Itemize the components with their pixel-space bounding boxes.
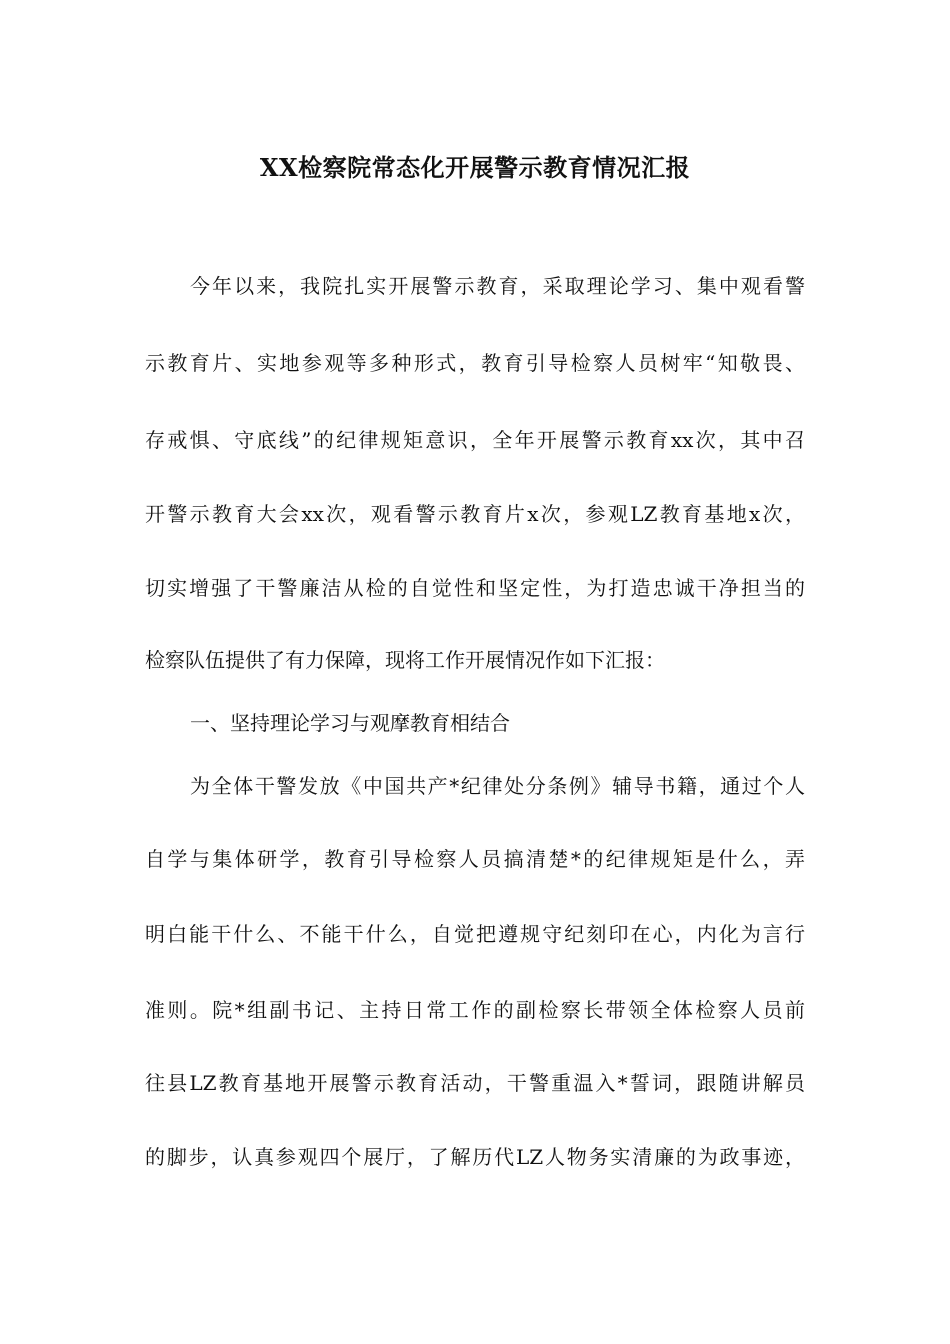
paragraph-2-line-5: 往县LZ教育基地开展警示教育活动，干警重温入*誓词，跟随讲解员 — [145, 1071, 805, 1095]
paragraph-2-line-3: 明白能干什么、不能干什么，自觉把遵规守纪刻印在心，内化为言行 — [145, 922, 805, 946]
paragraph-1-line-6: 检察队伍提供了有力保障，现将工作开展情况作如下汇报： — [145, 648, 665, 672]
paragraph-2-line-2: 自学与集体研学，教育引导检察人员搞清楚*的纪律规矩是什么，弄 — [145, 847, 805, 871]
paragraph-1-line-5: 切实增强了干警廉洁从检的自觉性和坚定性，为打造忠诚干净担当的 — [145, 576, 805, 600]
paragraph-2-line-1: 为全体干警发放《中国共产*纪律处分条例》辅导书籍，通过个人 — [190, 774, 805, 798]
paragraph-1-line-4: 开警示教育大会xx次，观看警示教育片x次，参观LZ教育基地x次， — [145, 502, 805, 526]
paragraph-1-line-1: 今年以来，我院扎实开展警示教育，采取理论学习、集中观看警 — [190, 274, 805, 298]
document-title: XX检察院常态化开展警示教育情况汇报 — [259, 153, 691, 182]
paragraph-1-line-2: 示教育片、实地参观等多种形式，教育引导检察人员树牢“知敬畏、 — [145, 351, 805, 375]
paragraph-2-line-4: 准则。院*组副书记、主持日常工作的副检察长带领全体检察人员前 — [145, 998, 805, 1022]
section-heading-1: 一、坚持理论学习与观摩教育相结合 — [190, 711, 510, 735]
paragraph-1-line-3: 存戒惧、守底线”的纪律规矩意识，全年开展警示教育xx次，其中召 — [145, 428, 805, 452]
paragraph-2-line-6: 的脚步，认真参观四个展厅，了解历代LZ人物务实清廉的为政事迹， — [145, 1145, 805, 1169]
